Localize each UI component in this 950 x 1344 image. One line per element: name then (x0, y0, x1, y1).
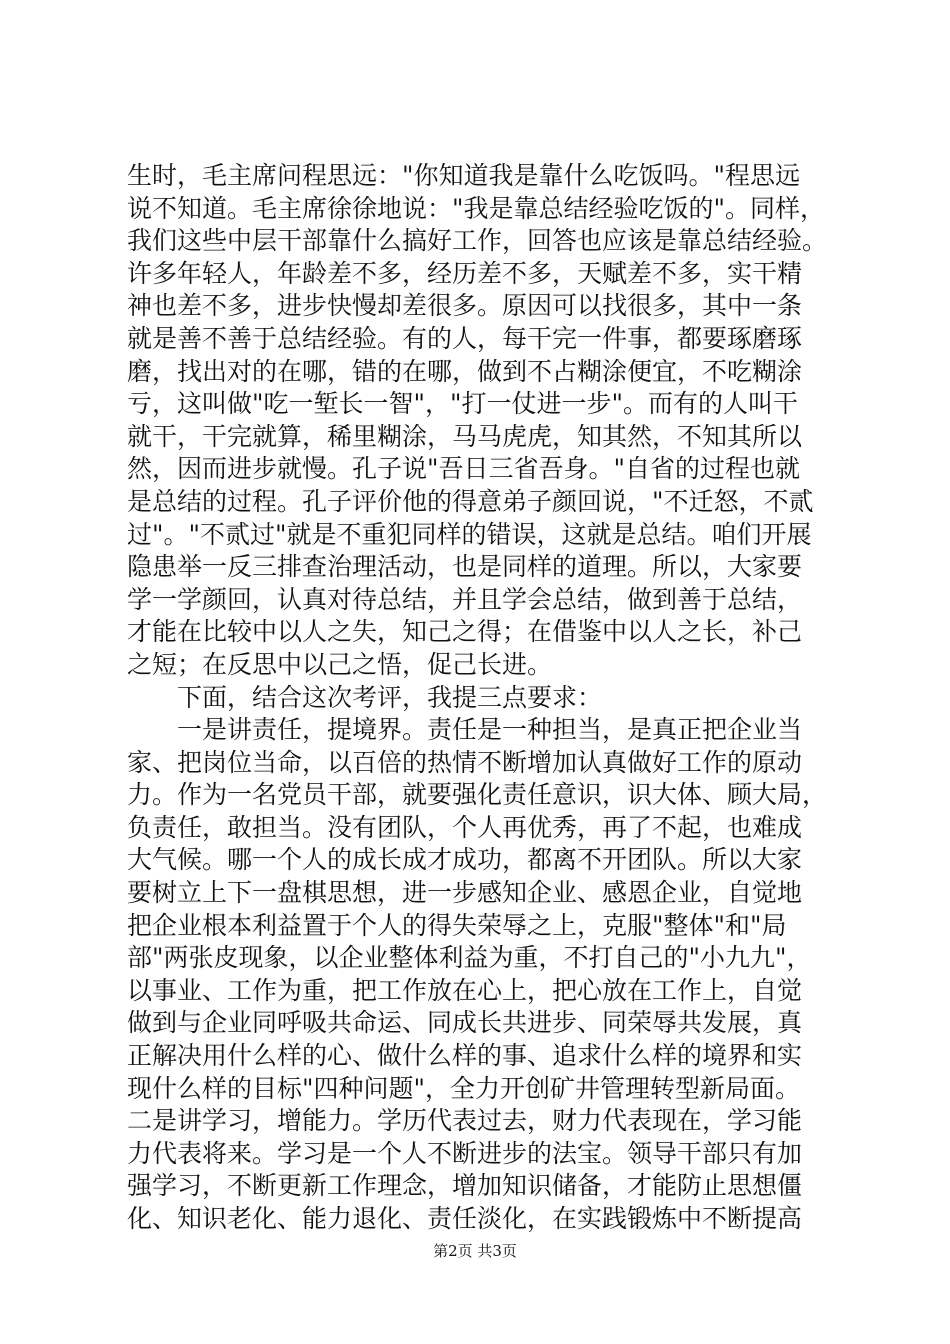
text-line: 就干，干完就算，稀里糊涂，马马虎虎，知其然，不知其所以 (127, 421, 803, 451)
text-line: 现什么样的目标"四种问题"，全力开创矿井管理转型新局面。 (127, 1073, 801, 1103)
text-line: 磨，找出对的在哪，错的在哪，做到不占糊涂便宜，不吃糊涂 (127, 356, 803, 386)
text-line: 之短；在反思中以己之悟，促己长进。 (127, 649, 553, 679)
text-line: 把企业根本利益置于个人的得失荣辱之上，克服"整体"和"局 (127, 910, 787, 940)
text-line: 家、把岗位当命，以百倍的热情不断增加认真做好工作的原动 (127, 747, 803, 777)
text-line: 然，因而进步就慢。孔子说"吾日三省吾身。"自省的过程也就 (127, 454, 801, 484)
text-line: 就是善不善于总结经验。有的人，每干完一件事，都要琢磨琢 (127, 323, 803, 353)
text-line: 部"两张皮现象，以企业整体利益为重，不打自己的"小九九"， (127, 943, 812, 973)
text-line: 是总结的过程。孔子评价他的得意弟子颜回说，"不迁怒，不贰 (127, 486, 814, 516)
text-line: 一是讲责任，提境界。责任是一种担当，是真正把企业当 (127, 715, 803, 745)
text-line: 二是讲学习，增能力。学历代表过去，财力代表现在，学习能 (127, 1106, 803, 1136)
page-footer: 第2页 共3页 (433, 1242, 517, 1260)
text-line: 大气候。哪一个人的成长成才成功，都离不开团队。所以大家 (127, 845, 803, 875)
text-line: 要树立上下一盘棋思想，进一步感知企业、感恩企业，自觉地 (127, 878, 803, 908)
text-line: 亏，这叫做"吃一堑长一智"，"打一仗进一步"。而有的人叫干 (127, 389, 798, 419)
text-line: 神也差不多，进步快慢却差很多。原因可以找很多，其中一条 (127, 291, 803, 321)
text-line: 负责任，敢担当。没有团队，个人再优秀，再了不起，也难成 (127, 812, 803, 842)
text-line: 许多年轻人，年龄差不多，经历差不多，天赋差不多，实干精 (127, 258, 803, 288)
text-line: 下面，结合这次考评，我提三点要求： (127, 682, 603, 712)
text-line: 隐患举一反三排查治理活动，也是同样的道理。所以，大家要 (127, 552, 803, 582)
text-line: 说不知道。毛主席徐徐地说："我是靠总结经验吃饭的"。同样， (127, 193, 826, 223)
text-line: 强学习，不断更新工作理念，增加知识储备，才能防止思想僵 (127, 1171, 803, 1201)
text-line: 力。作为一名党员干部，就要强化责任意识，识大体、顾大局， (127, 780, 828, 810)
text-line: 做到与企业同呼吸共命运、同成长共进步、同荣辱共发展，真 (127, 1008, 803, 1038)
body-text (127, 160, 827, 1236)
text-line: 化、知识老化、能力退化、责任淡化，在实践锻炼中不断提高 (127, 1204, 803, 1233)
text-line: 过"。"不贰过"就是不重犯同样的错误，这就是总结。咱们开展 (127, 519, 812, 549)
text-line: 我们这些中层干部靠什么搞好工作，回答也应该是靠总结经验。 (127, 226, 828, 256)
text-line: 正解决用什么样的心、做什么样的事、追求什么样的境界和实 (127, 1041, 803, 1071)
text-line: 学一学颜回，认真对待总结，并且学会总结，做到善于总结， (127, 584, 803, 614)
text-line: 力代表将来。学习是一个人不断进步的法宝。领导干部只有加 (127, 1138, 803, 1168)
text-line: 以事业、工作为重，把工作放在心上，把心放在工作上，自觉 (127, 975, 803, 1005)
text-line: 才能在比较中以人之失，知己之得；在借鉴中以人之长，补己 (127, 617, 803, 647)
text-line: 生时，毛主席问程思远："你知道我是靠什么吃饭吗。"程思远 (127, 161, 801, 190)
